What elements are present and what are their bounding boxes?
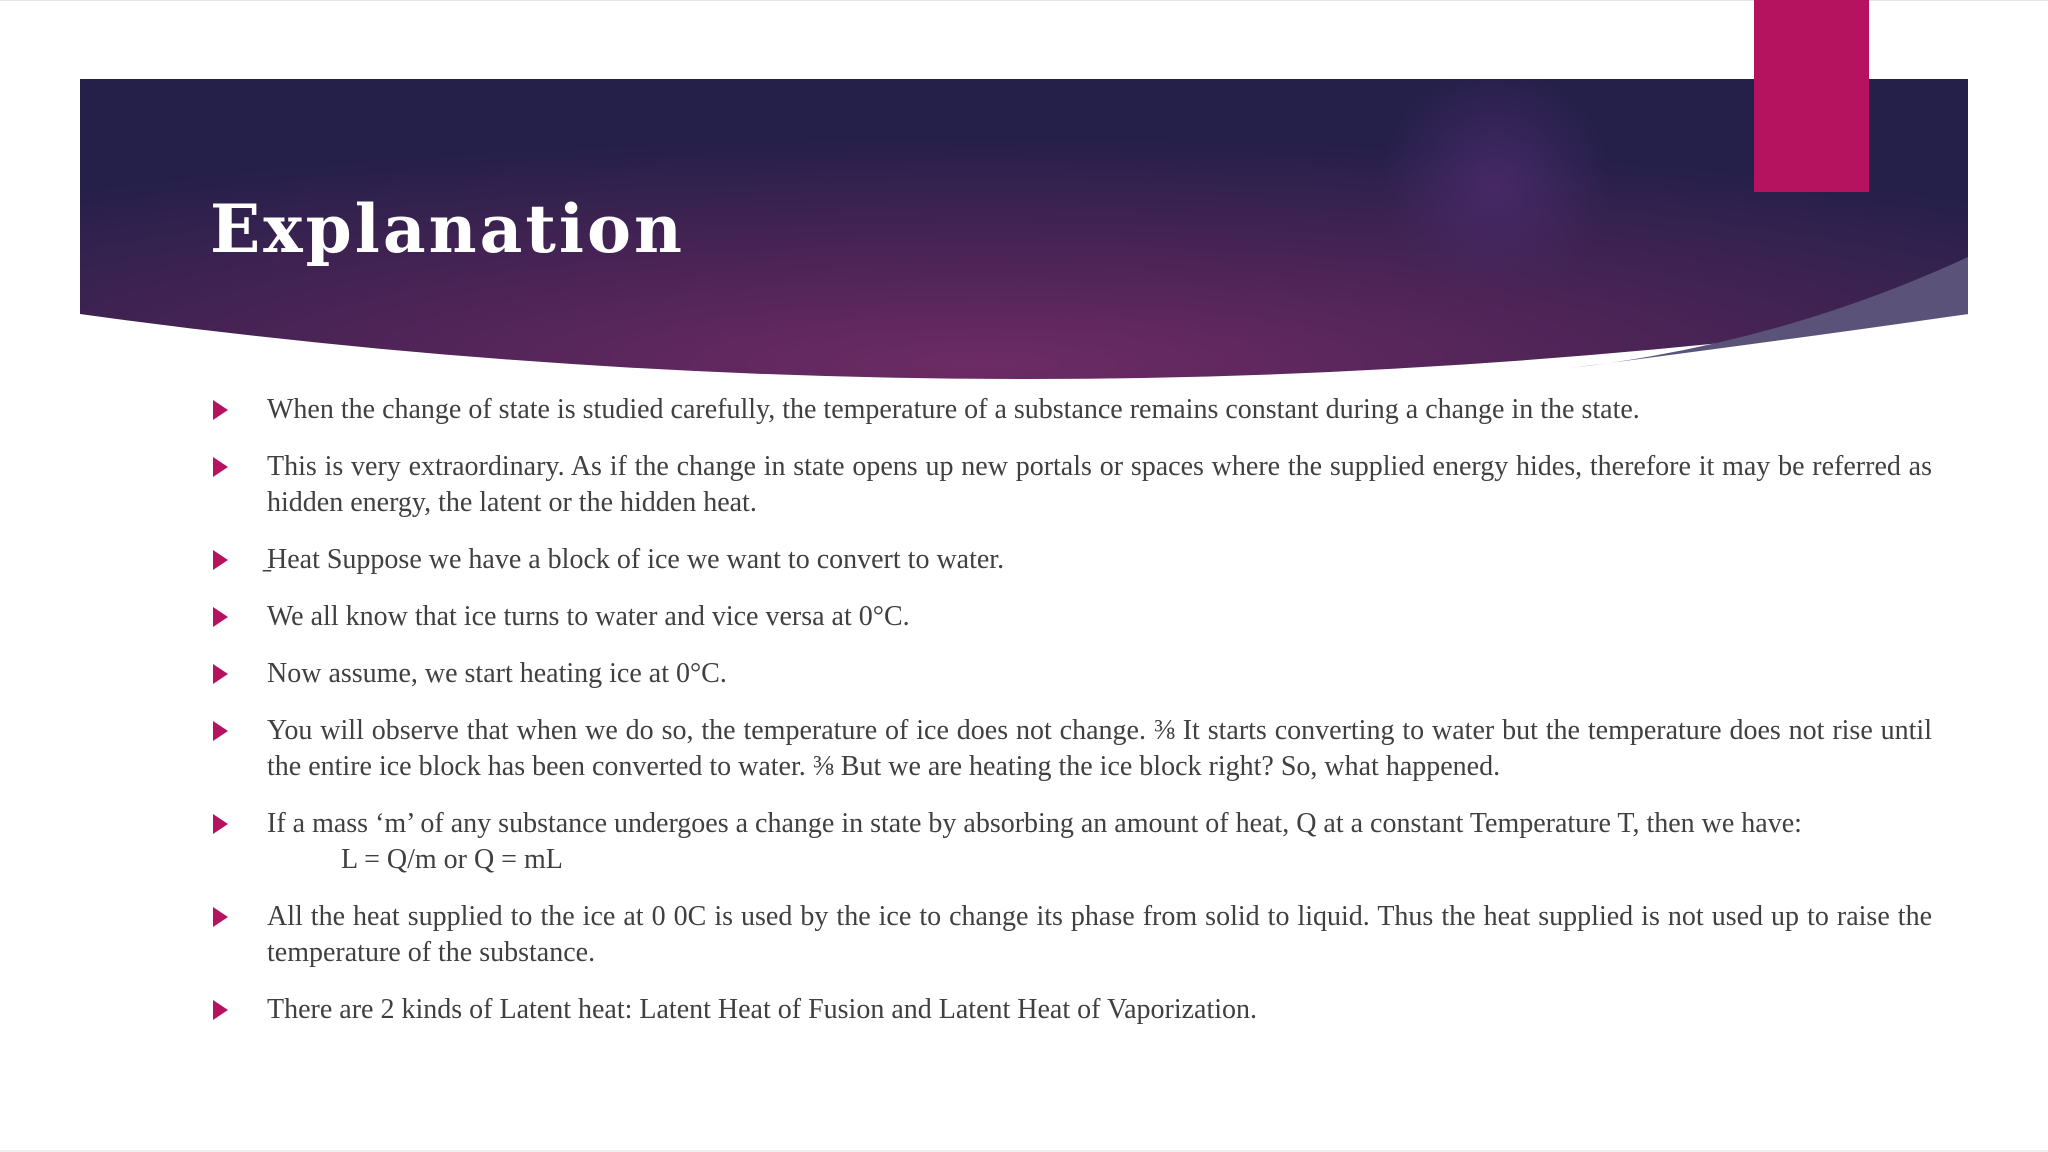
bullet-text: All the heat supplied to the ice at 0 0C is used by the ice to change its phase from solid to liquid. Thus the heat supplied is not used up to raise the temperature of the substance. xyxy=(267,901,1932,968)
bullet-item xyxy=(210,449,1932,521)
bullet-item xyxy=(210,599,1932,635)
triangle-right-icon xyxy=(213,1000,228,1020)
slide-title: Explanation xyxy=(210,190,685,268)
bullet-text: ̱Heat Suppose we have a block of ice we want to convert to water. xyxy=(267,544,1005,575)
triangle-right-icon xyxy=(213,721,228,741)
top-divider xyxy=(0,0,2048,1)
bullet-item xyxy=(210,713,1932,785)
bullet-text: Now assume, we start heating ice at 0°C. xyxy=(267,658,727,689)
latent-heat-formula: L = Q/m or Q = mL xyxy=(341,844,563,875)
triangle-right-icon xyxy=(213,400,228,420)
bullet-item xyxy=(210,806,1932,878)
bullet-text: If a mass ‘m’ of any substance undergoes a change in state by absorbing an amount of heat, Q at a constant Temperature T, then we have: xyxy=(267,808,1802,839)
bullet-item xyxy=(210,392,1932,428)
bullet-item xyxy=(210,992,1932,1028)
bullet-text: This is very extraordinary. As if the change in state opens up new portals or spaces where the supplied energy hides, therefore it may be referred as hidden energy, the latent or the hidden heat. xyxy=(267,451,1932,518)
bullet-text: When the change of state is studied carefully, the temperature of a substance remains constant during a change in the state. xyxy=(267,394,1640,425)
triangle-right-icon xyxy=(213,457,228,477)
triangle-right-icon xyxy=(213,814,228,834)
bullet-text: There are 2 kinds of Latent heat: Latent Heat of Fusion and Latent Heat of Vaporization. xyxy=(267,994,1258,1025)
accent-tab xyxy=(1754,0,1869,192)
triangle-right-icon xyxy=(213,607,228,627)
bullet-item xyxy=(210,899,1932,971)
bullet-text: You will observe that when we do so, the temperature of ice does not change. ⅜ It starts converting to water but the temperature does not rise until the entire ice block has been converted to water. ⅜ But we are heating the ice block right? So, what happened. xyxy=(267,715,1932,782)
triangle-right-icon xyxy=(213,907,228,927)
bullet-list xyxy=(210,392,1932,1049)
bullet-text: We all know that ice turns to water and vice versa at 0°C. xyxy=(267,601,910,632)
triangle-right-icon xyxy=(213,550,228,570)
bullet-item xyxy=(210,656,1932,692)
triangle-right-icon xyxy=(213,664,228,684)
bullet-item xyxy=(210,542,1932,578)
